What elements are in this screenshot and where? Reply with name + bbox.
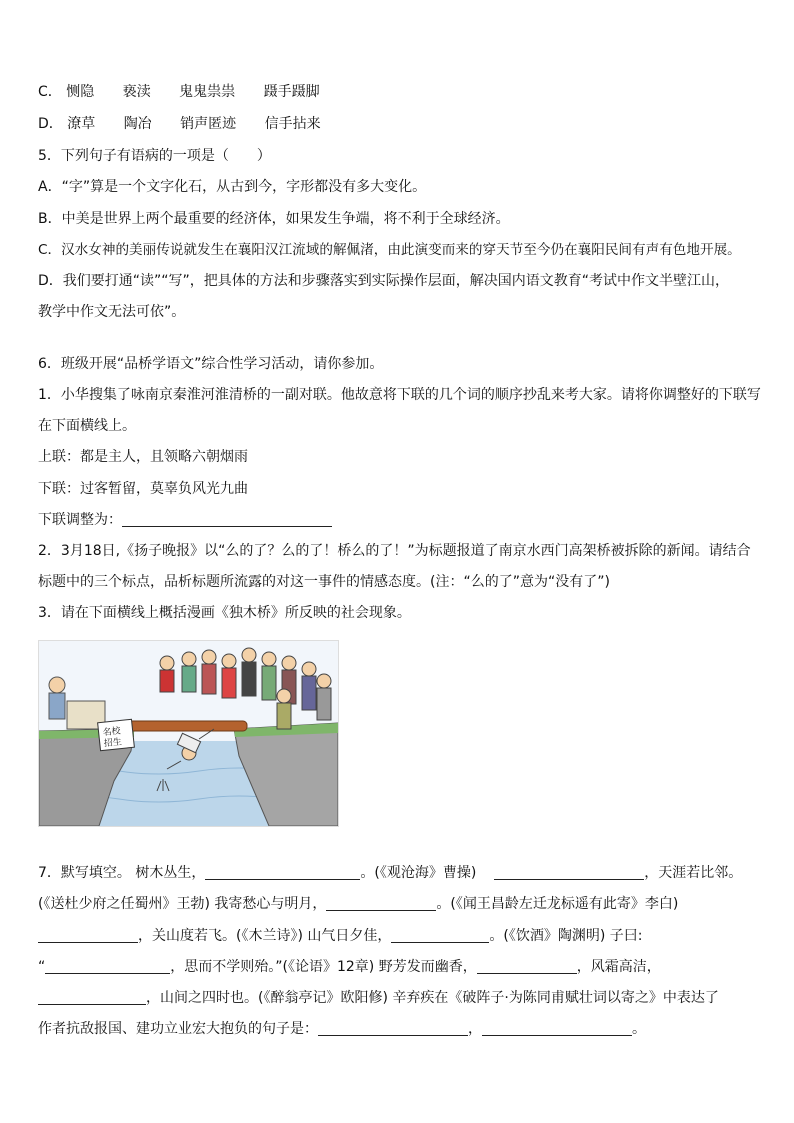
q7-text: ，天涯若比邻。 (644, 865, 743, 881)
answer-blank[interactable] (38, 928, 138, 943)
couplet-adjust (38, 511, 332, 529)
word: 潦草 (67, 116, 96, 132)
q7-line4 (38, 958, 661, 976)
answer-blank[interactable] (326, 896, 436, 911)
q6-sub2-cont: 标题中的三个标点，品析标题所流露的对这一事件的情感态度。(注：“么的了”意为“没有了”) (38, 574, 610, 590)
answer-blank[interactable] (205, 865, 360, 880)
sign-text-1: 名校 (102, 726, 122, 739)
q7-line2 (38, 895, 678, 913)
answer-blank[interactable] (45, 959, 170, 974)
option-label: C． (38, 84, 62, 100)
word: 陶冶 (123, 116, 152, 132)
word: 亵渎 (122, 84, 151, 100)
word: 恻隐 (66, 84, 95, 100)
q7-text: 作者抗敌报国、建功立业宏大抱负的句子是： (38, 1021, 318, 1037)
word: 蹑手蹑脚 (263, 84, 320, 100)
q5-option-d-cont: 教学中作文无法可依”。 (38, 304, 186, 320)
q7-text: (《送杜少府之任蜀州》王勃) 我寄愁心与明月， (38, 896, 327, 912)
adjust-label: 下联调整为： (38, 512, 122, 528)
q6-stem: 6．班级开展“品桥学语文”综合性学习活动，请你参加。 (38, 356, 384, 372)
q7-text: 。 (632, 1021, 646, 1037)
couplet-upper: 上联：都是主人，且领略六朝烟雨 (38, 449, 248, 465)
q7-text: ，关山度若飞。(《木兰诗》) 山气日夕佳， (138, 928, 392, 944)
q7-text: 。(《饮酒》陶渊明) 子曰: (489, 928, 643, 944)
q7-text: ，风霜高洁， (576, 959, 661, 975)
q7-line5 (38, 989, 719, 1007)
answer-blank[interactable] (391, 928, 489, 943)
q6-sub1-cont: 在下面横线上。 (38, 418, 136, 434)
q5-option-c: C．汉水女神的美丽传说就发生在襄阳汉江流域的解佩渚，由此演变而来的穿天节至今仍在襄阳民间有声有色地开展。 (38, 242, 741, 258)
q5-option-b: B．中美是世界上两个最重要的经济体，如果发生争端，将不利于全球经济。 (38, 211, 510, 227)
cartoon-illustration (39, 641, 338, 826)
q7-text: 7．默写填空。 树木丛生， (38, 865, 206, 881)
q7-text: 。(《闻王昌龄左迁龙标遥有此寄》李白) (436, 896, 679, 912)
q6-sub2: 2．3月18日,《扬子晚报》以“么的了？么的了！桥么的了！”为标题报道了南京水西门高架桥被拆除的新闻。请结合 (38, 543, 751, 559)
sign-text-2: 招生 (103, 737, 123, 750)
q4-option-c (38, 83, 320, 101)
answer-blank[interactable] (318, 1021, 468, 1036)
q7-text: ，山间之四时也。(《醉翁亭记》欧阳修) 辛弃疾在《破阵子·为陈同甫赋壮词以寄之》中表达了 (146, 990, 719, 1006)
q7-text: ， (468, 1021, 482, 1037)
q5-option-d: D．我们要打通“读”“写”，把具体的方法和步骤落实到实际操作层面，解决国内语文教育“考试中作文半壁江山， (38, 273, 730, 289)
answer-blank[interactable] (122, 512, 332, 527)
q7-line6 (38, 1020, 646, 1038)
q6-sub1: 1．小华搜集了咏南京秦淮河淮清桥的一副对联。他故意将下联的几个词的顺序抄乱来考大家。请将你调整好的下联写 (38, 387, 761, 403)
q7-line3 (38, 927, 642, 945)
answer-blank[interactable] (477, 959, 577, 974)
word: 信手拈来 (264, 116, 321, 132)
word: 销声匿迹 (180, 116, 237, 132)
answer-blank[interactable] (482, 1021, 632, 1036)
answer-blank[interactable] (38, 990, 146, 1005)
answer-blank[interactable] (494, 865, 644, 880)
q5-option-a: A．“字”算是一个文字化石，从古到今，字形都没有多大变化。 (38, 179, 427, 195)
word: 鬼鬼祟祟 (179, 84, 236, 100)
couplet-lower: 下联：过客暂留，莫辜负风光九曲 (38, 481, 248, 497)
q7-line1 (38, 864, 742, 882)
q4-option-d (38, 115, 321, 133)
q7-text: “ (38, 959, 46, 975)
q7-text: 。(《观沧海》曹操) (360, 865, 477, 881)
q6-sub3: 3．请在下面横线上概括漫画《独木桥》所反映的社会现象。 (38, 605, 411, 621)
cartoon-single-log-bridge (38, 640, 339, 827)
q5-stem: 5．下列句子有语病的一项是（ ） (38, 148, 271, 164)
option-label: D． (38, 116, 63, 132)
q7-text: ，思而不学则殆。”(《论语》12章) 野芳发而幽香， (170, 959, 477, 975)
